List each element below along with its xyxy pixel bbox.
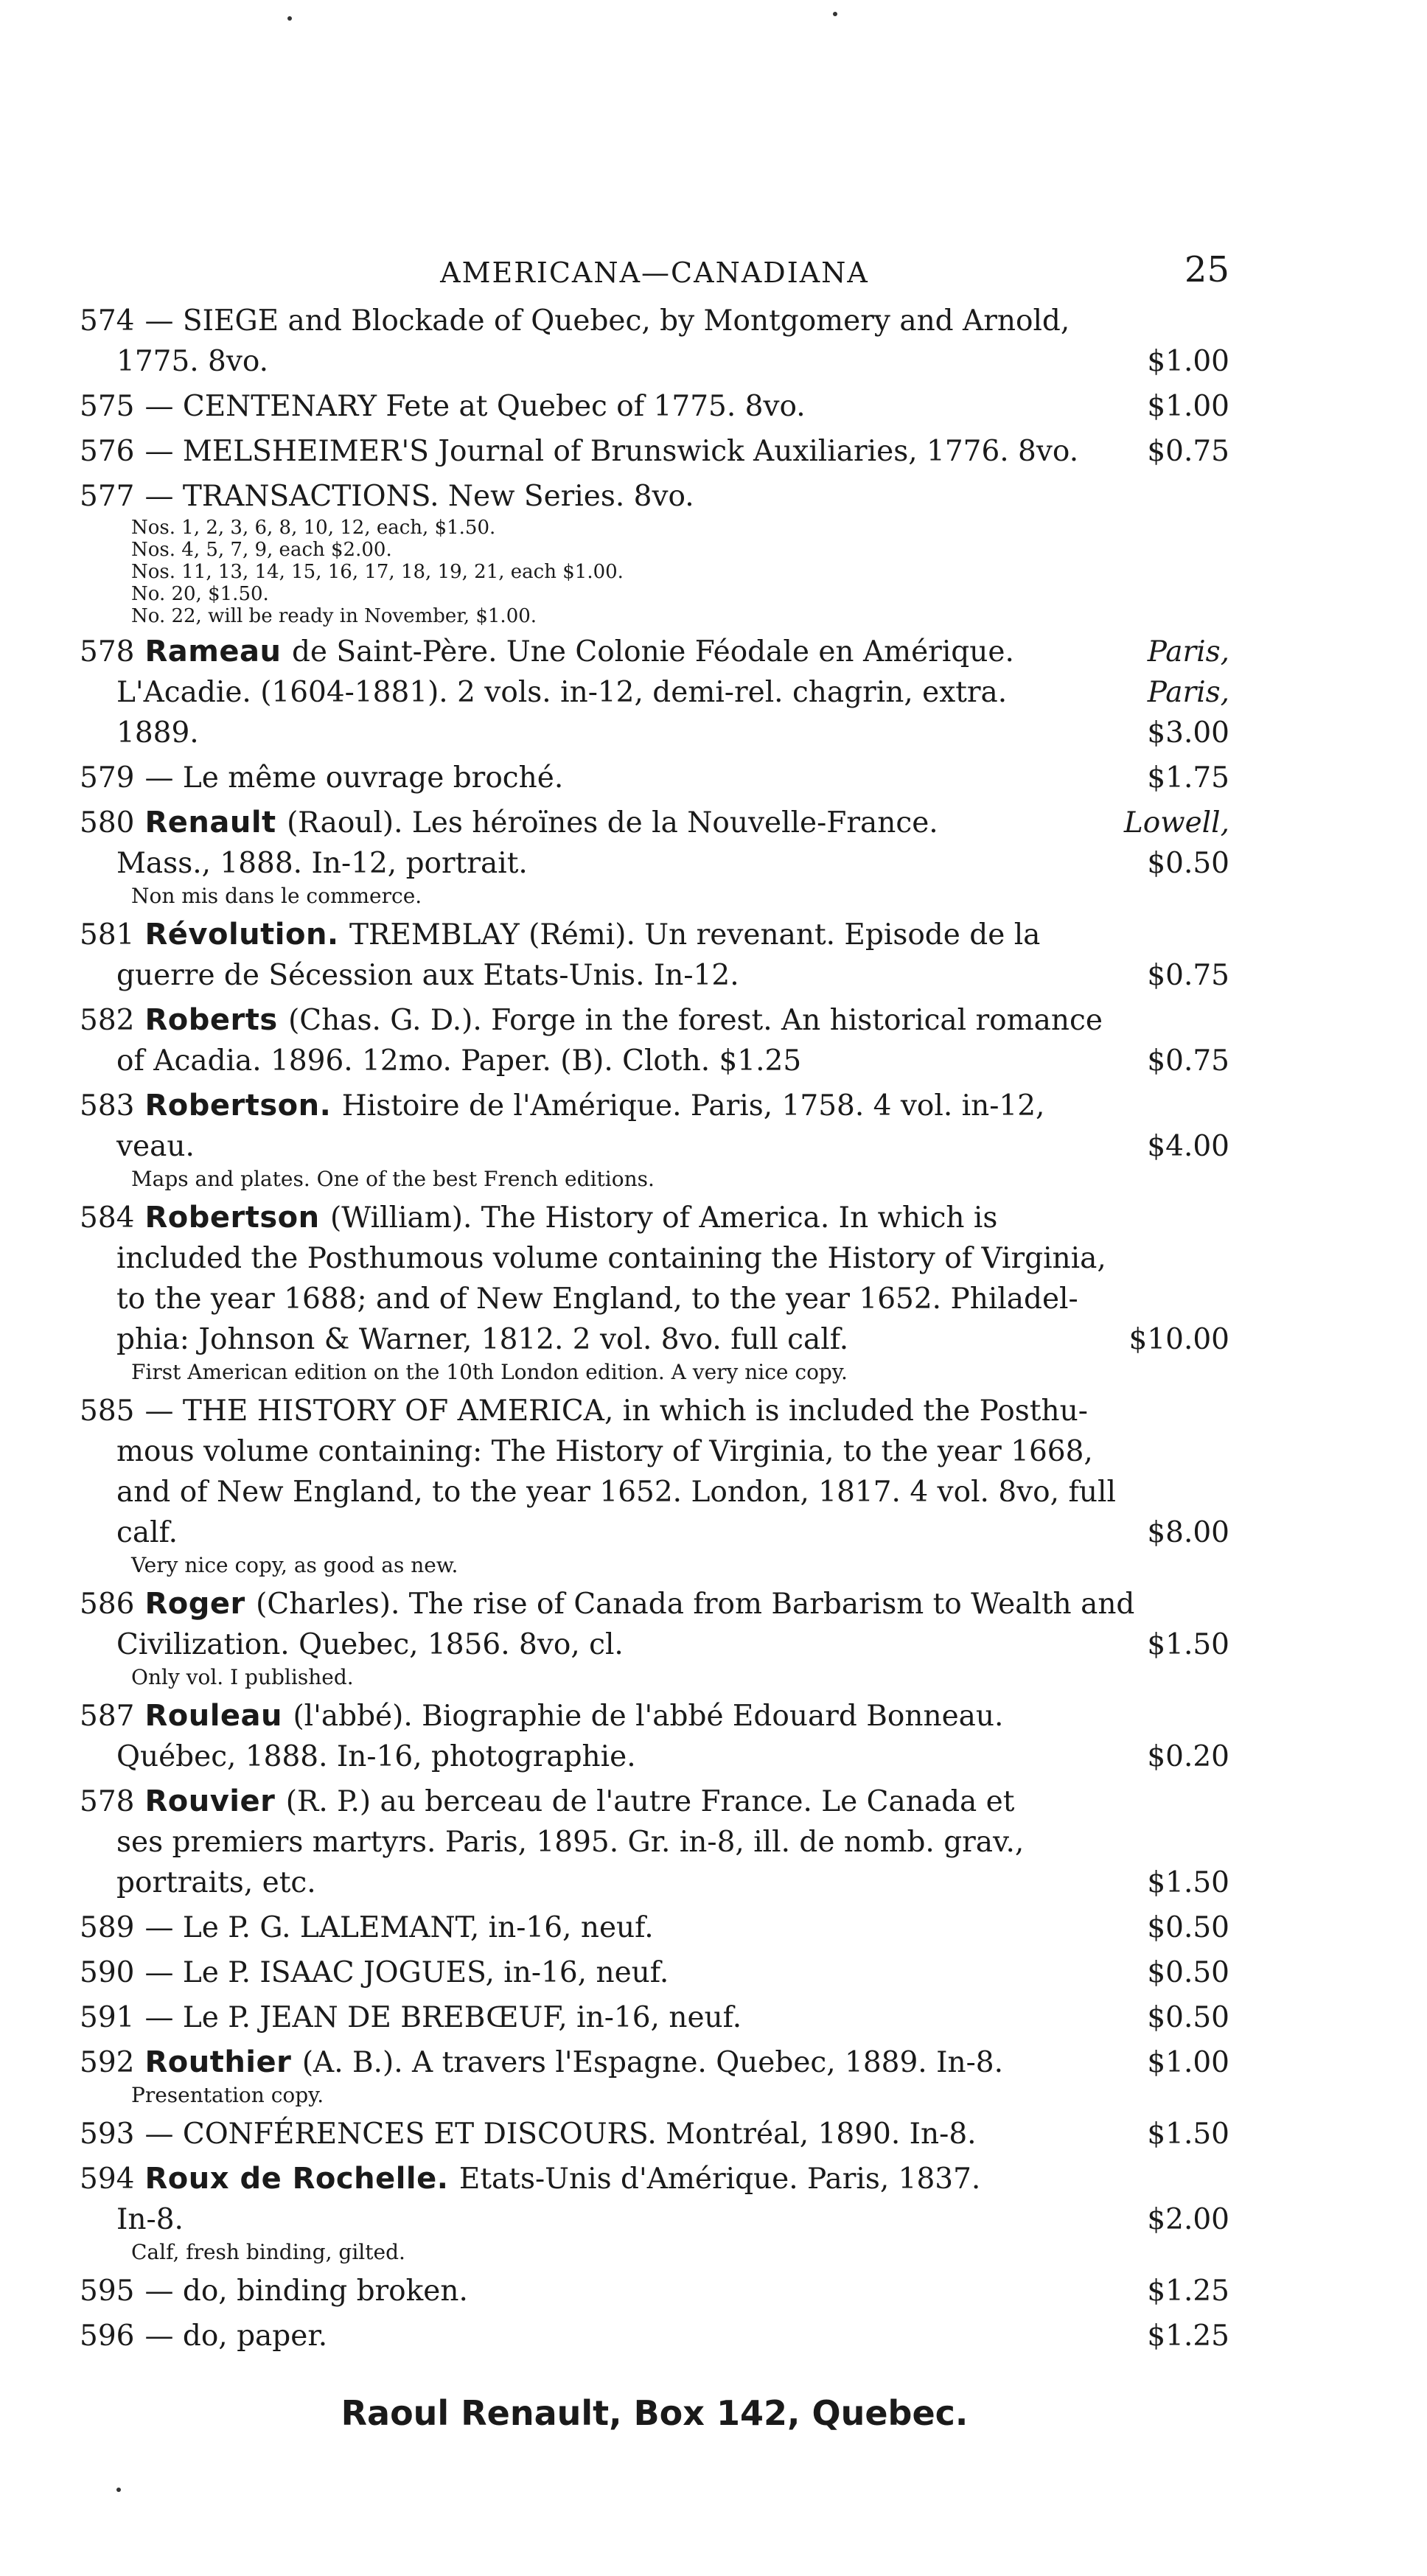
catalog-page (80, 243, 1229, 2433)
catalog-entry (80, 1907, 1229, 1948)
entry-line (80, 1907, 1229, 1948)
entry-text: (William). The History of America. In which is (330, 1201, 998, 1235)
catalog-entry (80, 1584, 1229, 1692)
entry-text: phia: Johnson & Warner, 1812. 2 vol. 8vo. full calf. (116, 1323, 849, 1356)
entry-price: $1.50 (1147, 2118, 1229, 2151)
entry-number: 578 (80, 1785, 135, 1818)
entry-text: — do, binding broken. (144, 2275, 468, 2308)
entry-number: 577 (80, 480, 135, 513)
entry-price: $10.00 (1128, 1323, 1229, 1356)
entry-line (80, 1952, 1229, 1993)
entry-line (80, 1512, 1229, 1553)
catalog-entry (80, 386, 1229, 427)
entry-text: — Le P. ISAAC JOGUES, in-16, neuf. (144, 1956, 669, 1989)
catalog-entry (80, 2114, 1229, 2154)
entry-text: mous volume containing: The History of Virginia, to the year 1668, (116, 1435, 1093, 1468)
entry-note: Nos. 4, 5, 7, 9, each $2.00. (131, 539, 392, 561)
entry-text: — do, paper. (144, 2320, 328, 2353)
catalog-entry (80, 476, 1229, 627)
entry-price: $8.00 (1147, 1516, 1229, 1549)
footer-address: Raoul Renault, Box 142, Quebec. (341, 2393, 969, 2433)
entry-author: Roger (144, 1587, 257, 1621)
entry-line (80, 476, 1229, 517)
entry-note: Maps and plates. One of the best French editions. (131, 1167, 655, 1191)
catalog-entry (80, 632, 1229, 753)
catalog-entry (80, 2159, 1229, 2266)
entry-text: Civilization. Quebec, 1856. 8vo, cl. (116, 1628, 624, 1661)
entry-number: 595 (80, 2275, 135, 2308)
entry-price: $2.00 (1147, 2203, 1229, 2236)
catalog-entry (80, 803, 1229, 910)
entry-line (80, 1863, 1229, 1903)
entry-text: 1889. (116, 716, 199, 750)
entry-price: $0.75 (1147, 435, 1229, 468)
entry-text: of Acadia. 1896. 12mo. Paper. (B). Cloth. $1.25 (116, 1044, 802, 1078)
entry-text: Histoire de l'Amérique. Paris, 1758. 4 vol. in-12, (341, 1089, 1045, 1123)
entry-line (80, 341, 1229, 382)
entry-text: 1775. 8vo. (116, 345, 269, 378)
entry-number: 582 (80, 1004, 135, 1037)
entry-author: Roberts (144, 1003, 289, 1037)
entry-note: Non mis dans le commerce. (131, 884, 422, 908)
entry-number: 579 (80, 761, 135, 795)
catalog-entries (80, 301, 1229, 2356)
entry-text: veau. (116, 1130, 195, 1163)
entry-text: (A. B.). A travers l'Espagne. Quebec, 1889. In-8. (301, 2046, 1004, 2079)
entry-price: $0.75 (1147, 1044, 1229, 1078)
entry-text: — THE HISTORY OF AMERICA, in which is included the Posthu- (144, 1395, 1088, 1428)
catalog-entry (80, 758, 1229, 798)
entry-note: First American edition on the 10th London edition. A very nice copy. (131, 1360, 848, 1384)
entry-line (80, 1198, 1229, 1238)
catalog-entry (80, 301, 1229, 382)
entry-text: calf. (116, 1516, 178, 1549)
entry-line (80, 955, 1229, 996)
entry-line (80, 713, 1229, 753)
entry-price: $0.50 (1147, 847, 1229, 880)
entry-text: Québec, 1888. In-16, photographie. (116, 1740, 636, 1773)
entry-price: $3.00 (1147, 716, 1229, 750)
catalog-entry (80, 1000, 1229, 1081)
speck (833, 12, 837, 16)
entry-line (80, 2316, 1229, 2356)
entry-note: Only vol. I published. (131, 1665, 354, 1689)
entry-number: 587 (80, 1700, 135, 1733)
catalog-entry (80, 1391, 1229, 1580)
catalog-entry (80, 1198, 1229, 1386)
entry-author: Rameau (144, 635, 292, 669)
entry-text: — TRANSACTIONS. New Series. 8vo. (144, 480, 694, 513)
entry-number: 575 (80, 390, 135, 423)
entry-text: — CENTENARY Fete at Quebec of 1775. 8vo. (144, 390, 806, 423)
entry-line (80, 1472, 1229, 1512)
entry-number: 584 (80, 1201, 135, 1235)
entry-text: (Raoul). Les héroïnes de la Nouvelle-France. (287, 806, 938, 840)
page-header (80, 243, 1229, 295)
entry-note: No. 20, $1.50. (131, 583, 269, 605)
entry-text: TREMBLAY (Rémi). Un revenant. Episode de la (349, 918, 1041, 952)
entry-price: $1.50 (1147, 1628, 1229, 1661)
entry-line (80, 431, 1229, 472)
entry-text: — SIEGE and Blockade of Quebec, by Montgomery and Arnold, (144, 304, 1070, 338)
entry-price: $1.00 (1147, 2046, 1229, 2079)
entry-number: 574 (80, 304, 135, 338)
entry-author: Rouleau (144, 1699, 293, 1733)
entry-line (80, 1126, 1229, 1167)
catalog-entry (80, 2271, 1229, 2311)
entry-author: Roux de Rochelle. (144, 2162, 459, 2196)
entry-price: $0.50 (1147, 2001, 1229, 2034)
entry-text: and of New England, to the year 1652. London, 1817. 4 vol. 8vo, full (116, 1476, 1116, 1509)
entry-number: 583 (80, 1089, 135, 1123)
entry-text: — Le même ouvrage broché. (144, 761, 564, 795)
entry-line (80, 1279, 1229, 1319)
entry-author: Révolution. (144, 918, 350, 952)
entry-price: $1.00 (1147, 390, 1229, 423)
entry-line (80, 1997, 1229, 2038)
entry-number: 586 (80, 1588, 135, 1621)
catalog-entry (80, 1952, 1229, 1993)
entry-number: 581 (80, 918, 135, 952)
speck (116, 2488, 121, 2492)
entry-line (80, 1319, 1229, 1360)
catalog-entry (80, 1997, 1229, 2038)
entry-line (80, 843, 1229, 884)
entry-number: 596 (80, 2320, 135, 2353)
entry-price: $1.25 (1147, 2275, 1229, 2308)
entry-note: Calf, fresh binding, gilted. (131, 2240, 405, 2264)
entry-price: $1.75 (1147, 761, 1229, 795)
entry-text: — Le P. JEAN DE BREBŒUF, in-16, neuf. (144, 2001, 742, 2034)
entry-line (80, 1781, 1229, 1822)
entry-line (80, 1000, 1229, 1041)
entry-author: Robertson (144, 1201, 331, 1235)
entry-place: Paris, (1147, 635, 1229, 669)
entry-text: L'Acadie. (1604-1881). 2 vols. in-12, demi-rel. chagrin, extra. (116, 676, 1008, 709)
entry-price: $1.00 (1147, 345, 1229, 378)
entry-line (80, 1041, 1229, 1081)
entry-text: included the Posthumous volume containing the History of Virginia, (116, 1242, 1106, 1275)
entry-text: guerre de Sécession aux Etats-Unis. In-12. (116, 959, 739, 992)
entry-line (80, 758, 1229, 798)
entry-number: 590 (80, 1956, 135, 1989)
entry-number: 593 (80, 2118, 135, 2151)
entry-number: 580 (80, 806, 135, 840)
entry-number: 591 (80, 2001, 135, 2034)
entry-text: (Charles). The rise of Canada from Barbarism to Wealth and (256, 1588, 1135, 1621)
entry-text: — Le P. G. LALEMANT, in-16, neuf. (144, 1911, 654, 1944)
entry-line (80, 1238, 1229, 1279)
entry-author: Renault (144, 806, 287, 840)
catalog-entry (80, 431, 1229, 472)
entry-place: Paris, (1147, 676, 1229, 709)
entry-line (80, 386, 1229, 427)
entry-price: $1.25 (1147, 2320, 1229, 2353)
entry-line (80, 1624, 1229, 1665)
entry-number: 589 (80, 1911, 135, 1944)
entry-number: 576 (80, 435, 135, 468)
entry-price: $0.75 (1147, 959, 1229, 992)
entry-text: (Chas. G. D.). Forge in the forest. An historical romance (288, 1004, 1103, 1037)
entry-price: $0.50 (1147, 1911, 1229, 1944)
entry-text: — CONFÉRENCES ET DISCOURS. Montréal, 1890. In-8. (144, 2118, 977, 2151)
entry-number: 578 (80, 635, 135, 669)
entry-author: Rouvier (144, 1784, 286, 1818)
entry-line (80, 632, 1229, 672)
entry-line (80, 301, 1229, 341)
entry-number: 585 (80, 1395, 135, 1428)
entry-line (80, 1584, 1229, 1624)
entry-text: (l'abbé). Biographie de l'abbé Edouard Bonneau. (293, 1700, 1004, 1733)
entry-number: 592 (80, 2046, 135, 2079)
entry-place: Lowell, (1123, 806, 1229, 840)
entry-text: Etats-Unis d'Amérique. Paris, 1837. (458, 2163, 981, 2196)
entry-text: (R. P.) au berceau de l'autre France. Le Canada et (285, 1785, 1015, 1818)
entry-note: Very nice copy, as good as new. (131, 1553, 458, 1577)
entry-line (80, 1391, 1229, 1431)
entry-line (80, 2199, 1229, 2240)
catalog-entry (80, 2042, 1229, 2109)
entry-text: portraits, etc. (116, 1866, 316, 1899)
entry-line (80, 915, 1229, 955)
page-number: 25 (1184, 249, 1229, 290)
entry-line (80, 1736, 1229, 1777)
running-title: AMERICANA—CANADIANA (440, 256, 869, 289)
entry-line (80, 1822, 1229, 1863)
entry-price: $1.50 (1147, 1866, 1229, 1899)
entry-line (80, 803, 1229, 843)
entry-text: de Saint-Père. Une Colonie Féodale en Amérique. (291, 635, 1014, 669)
entry-author: Robertson. (144, 1089, 342, 1123)
entry-text: In-8. (116, 2203, 184, 2236)
entry-line (80, 2271, 1229, 2311)
entry-author: Routhier (144, 2045, 302, 2079)
entry-text: — MELSHEIMER'S Journal of Brunswick Auxiliaries, 1776. 8vo. (144, 435, 1079, 468)
entry-line (80, 1086, 1229, 1126)
entry-note: No. 22, will be ready in November, $1.00. (131, 605, 537, 627)
catalog-entry (80, 1781, 1229, 1903)
entry-number: 594 (80, 2163, 135, 2196)
catalog-entry (80, 2316, 1229, 2356)
entry-line (80, 2114, 1229, 2154)
entry-line (80, 1431, 1229, 1472)
entry-line (80, 2159, 1229, 2199)
entry-line (80, 672, 1229, 713)
entry-note: Presentation copy. (131, 2083, 324, 2107)
entry-note: Nos. 1, 2, 3, 6, 8, 10, 12, each, $1.50. (131, 517, 496, 539)
entry-text: Mass., 1888. In-12, portrait. (116, 847, 528, 880)
catalog-entry (80, 915, 1229, 996)
entry-text: to the year 1688; and of New England, to the year 1652. Philadel- (116, 1282, 1078, 1316)
entry-text: ses premiers martyrs. Paris, 1895. Gr. in-8, ill. de nomb. grav., (116, 1826, 1025, 1859)
entry-line (80, 2042, 1229, 2083)
entry-line (80, 1696, 1229, 1736)
catalog-entry (80, 1086, 1229, 1193)
catalog-entry (80, 1696, 1229, 1777)
entry-note: Nos. 11, 13, 14, 15, 16, 17, 18, 19, 21, each $1.00. (131, 561, 624, 583)
entry-price: $0.20 (1147, 1740, 1229, 1773)
entry-price: $4.00 (1147, 1130, 1229, 1163)
speck (287, 16, 292, 21)
entry-price: $0.50 (1147, 1956, 1229, 1989)
